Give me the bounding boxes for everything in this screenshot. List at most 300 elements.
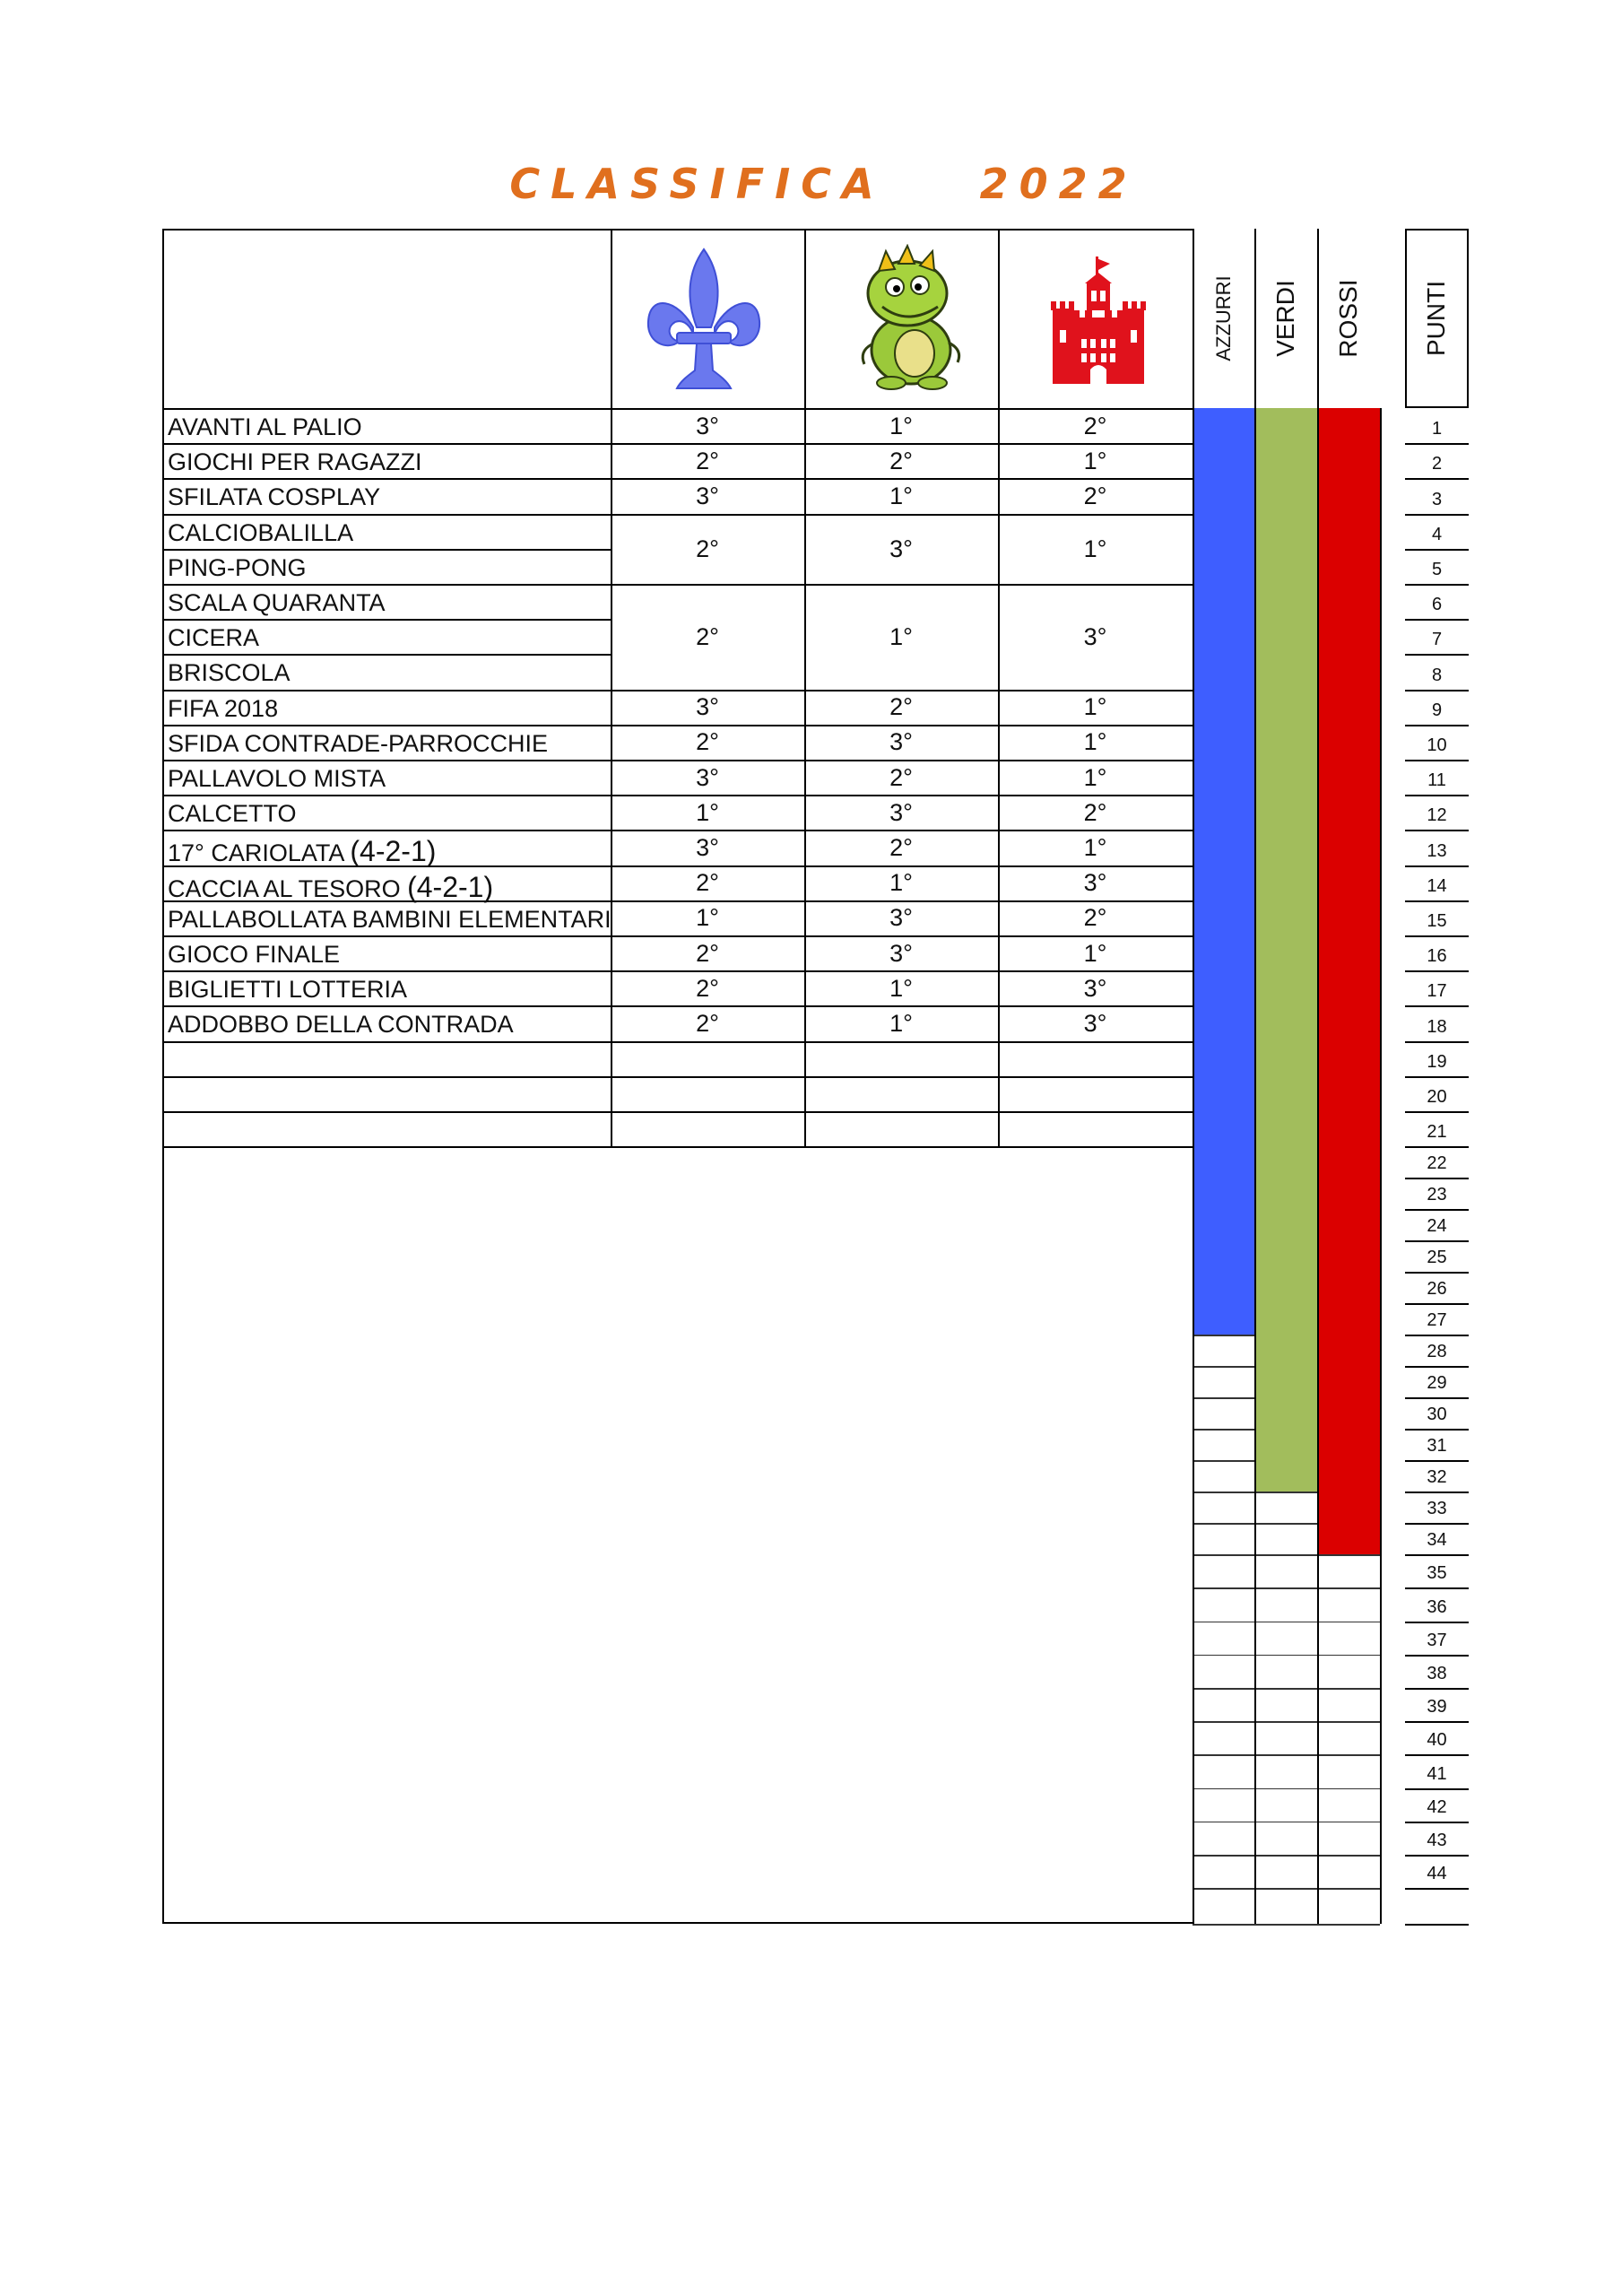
score-grid-line	[1193, 1788, 1380, 1790]
placement-verdi: 3°	[889, 728, 913, 756]
event-name-text: PING-PONG	[168, 553, 307, 581]
event-name	[168, 415, 362, 439]
points-underline	[1405, 1209, 1469, 1211]
row-divider	[162, 725, 611, 726]
points-underline	[1405, 478, 1469, 480]
points-underline	[1405, 443, 1469, 445]
points-number: 8	[1431, 665, 1443, 685]
points-underline	[1405, 1721, 1469, 1723]
placement-azzurri: 3°	[696, 834, 719, 861]
event-name	[168, 767, 386, 791]
points-underline	[1405, 795, 1469, 796]
score-bar-verdi	[1256, 514, 1317, 549]
points-underline	[1405, 1523, 1469, 1525]
score-bar-rossi	[1319, 935, 1380, 970]
placement-rossi: 1°	[1083, 535, 1107, 562]
points-underline	[1405, 1111, 1469, 1113]
row-divider	[611, 584, 1193, 586]
fleur-de-lis-icon	[641, 245, 767, 393]
punti-label: PUNTI	[1422, 281, 1450, 356]
points-underline	[1405, 1240, 1469, 1242]
score-grid-line	[1193, 1855, 1380, 1857]
placement-azzurri: 2°	[696, 728, 719, 756]
points-underline	[1405, 725, 1469, 726]
row-divider	[611, 690, 1193, 691]
placement-verdi: 1°	[889, 1010, 913, 1037]
dragon-icon	[852, 244, 968, 392]
team-label-verdi: VERDI	[1271, 280, 1299, 357]
row-divider	[611, 725, 1193, 726]
score-bar-azzurri	[1194, 408, 1254, 443]
placement-verdi: 1°	[889, 974, 913, 1002]
row-divider	[611, 795, 1193, 796]
points-number: 24	[1427, 1216, 1447, 1237]
score-bar-rossi	[1319, 830, 1380, 865]
points-underline	[1405, 619, 1469, 621]
row-divider	[611, 970, 1193, 972]
column-divider	[611, 229, 612, 1146]
event-name	[168, 802, 297, 826]
event-name-text: CICERA	[168, 624, 260, 652]
score-bar-azzurri	[1194, 1209, 1254, 1240]
placement-rossi: 1°	[1083, 447, 1107, 474]
score-bar-verdi	[1256, 1005, 1317, 1040]
event-name	[168, 626, 259, 650]
points-number: 4	[1431, 524, 1443, 544]
row-divider	[611, 1076, 1193, 1078]
score-bar-verdi	[1256, 1366, 1317, 1397]
points-number: 2	[1431, 454, 1443, 474]
points-number: 19	[1427, 1051, 1447, 1072]
event-name-text: SFILATA COSPLAY	[168, 483, 381, 511]
column-divider	[1380, 408, 1382, 1924]
placement-verdi: 2°	[889, 834, 913, 861]
score-grid-line	[1193, 1587, 1380, 1589]
page-title	[0, 160, 1622, 208]
score-bar-verdi	[1256, 1460, 1317, 1492]
score-bar-rossi	[1319, 760, 1380, 795]
placement-rossi: 2°	[1083, 483, 1107, 509]
score-bar-verdi	[1256, 619, 1317, 654]
header-divider	[162, 408, 1194, 410]
score-bar-verdi	[1256, 408, 1317, 443]
points-underline	[1405, 1554, 1469, 1556]
points-underline	[1405, 865, 1469, 867]
score-bar-azzurri	[1194, 1272, 1254, 1303]
points-number: 7	[1431, 630, 1443, 650]
score-bar-rossi	[1319, 1076, 1380, 1111]
points-underline	[1405, 584, 1469, 586]
placement-azzurri: 3°	[696, 483, 719, 509]
score-bar-verdi	[1256, 1397, 1317, 1429]
team-label-azzurri: AZZURRI	[1211, 275, 1235, 361]
placement-rossi: 2°	[1083, 904, 1107, 932]
points-number: 41	[1427, 1763, 1447, 1784]
points-number: 39	[1427, 1697, 1447, 1718]
score-bar-azzurri	[1194, 1076, 1254, 1111]
placement-verdi: 3°	[889, 939, 913, 967]
score-grid-line	[1193, 1822, 1380, 1823]
score-grid-line	[1193, 1655, 1380, 1657]
score-bar-rossi	[1319, 1366, 1380, 1397]
score-bar-rossi	[1319, 549, 1380, 584]
score-bar-verdi	[1256, 1303, 1317, 1335]
score-bar-verdi	[1256, 1429, 1317, 1460]
placement-verdi: 3°	[889, 535, 913, 562]
score-bar-rossi	[1319, 408, 1380, 443]
score-bar-rossi	[1319, 1005, 1380, 1040]
points-number: 34	[1427, 1530, 1447, 1551]
score-bar-azzurri	[1194, 1178, 1254, 1209]
points-number: 42	[1427, 1796, 1447, 1817]
event-name	[168, 943, 340, 967]
points-underline	[1405, 549, 1469, 551]
points-number: 12	[1427, 805, 1447, 826]
row-divider	[162, 1005, 611, 1007]
score-bar-verdi	[1256, 1272, 1317, 1303]
title-year: 2022	[979, 160, 1138, 208]
score-bar-rossi	[1319, 1460, 1380, 1492]
score-bar-verdi	[1256, 1335, 1317, 1366]
score-bar-verdi	[1256, 1076, 1317, 1111]
row-divider	[162, 1041, 611, 1043]
score-bar-rossi	[1319, 478, 1380, 513]
score-bar-azzurri	[1194, 1111, 1254, 1146]
row-divider	[611, 514, 1193, 516]
points-number: 13	[1427, 840, 1447, 861]
score-bar-azzurri	[1194, 900, 1254, 935]
event-name	[168, 485, 380, 509]
row-divider	[162, 970, 611, 972]
placement-azzurri: 2°	[696, 622, 719, 650]
row-divider	[611, 443, 1193, 445]
points-underline	[1405, 1178, 1469, 1179]
score-bar-azzurri	[1194, 478, 1254, 513]
placement-rossi: 1°	[1083, 693, 1107, 721]
score-bar-rossi	[1319, 970, 1380, 1005]
score-bar-azzurri	[1194, 1146, 1254, 1178]
points-underline	[1405, 1303, 1469, 1305]
points-number: 18	[1427, 1016, 1447, 1037]
points-underline	[1405, 1822, 1469, 1823]
row-divider	[611, 935, 1193, 937]
placement-azzurri: 2°	[696, 535, 719, 562]
points-number: 27	[1427, 1310, 1447, 1331]
placement-azzurri: 1°	[696, 798, 719, 826]
score-bar-rossi	[1319, 725, 1380, 760]
points-number: 37	[1427, 1630, 1447, 1650]
event-name-text: GIOCO FINALE	[168, 941, 341, 968]
score-bar-azzurri	[1194, 725, 1254, 760]
event-name	[168, 694, 279, 722]
points-number: 22	[1427, 1153, 1447, 1174]
placement-rossi: 3°	[1083, 1010, 1107, 1037]
points-underline	[1405, 1888, 1469, 1890]
points-underline	[1405, 1429, 1469, 1431]
score-bar-rossi	[1319, 1303, 1380, 1335]
points-underline	[1405, 514, 1469, 516]
score-bar-azzurri	[1194, 1005, 1254, 1040]
castle-icon	[1049, 253, 1148, 387]
points-number: 26	[1427, 1279, 1447, 1300]
score-bar-verdi	[1256, 443, 1317, 478]
row-divider	[162, 478, 611, 480]
event-name	[168, 729, 549, 757]
row-divider	[611, 1111, 1193, 1113]
points-number: 16	[1427, 946, 1447, 967]
points-number: 20	[1427, 1087, 1447, 1107]
placement-verdi: 1°	[889, 869, 913, 897]
score-grid-line	[1193, 1622, 1380, 1623]
row-divider	[611, 478, 1193, 480]
points-number: 21	[1427, 1122, 1447, 1143]
placement-rossi: 1°	[1083, 834, 1107, 861]
placement-rossi: 1°	[1083, 939, 1107, 967]
score-bar-azzurri	[1194, 865, 1254, 900]
points-number: 32	[1427, 1467, 1447, 1488]
score-bar-rossi	[1319, 1523, 1380, 1554]
score-bar-azzurri	[1194, 760, 1254, 795]
column-divider	[1317, 408, 1319, 1924]
points-number: 3	[1431, 489, 1443, 509]
score-bar-azzurri	[1194, 1041, 1254, 1076]
event-name-text: 17° CARIOLATA	[168, 839, 351, 867]
points-number: 14	[1427, 875, 1447, 896]
points-number: 31	[1427, 1436, 1447, 1457]
event-name-text: BRISCOLA	[168, 659, 291, 687]
score-bar-azzurri	[1194, 830, 1254, 865]
placement-rossi: 1°	[1083, 763, 1107, 791]
points-underline	[1405, 1754, 1469, 1756]
event-name-text: PALLABOLLATA BAMBINI ELEMENTARI	[168, 905, 612, 933]
score-bar-rossi	[1319, 865, 1380, 900]
row-divider	[162, 830, 611, 831]
points-number: 43	[1427, 1831, 1447, 1850]
placement-rossi: 3°	[1083, 622, 1107, 650]
points-underline	[1405, 1076, 1469, 1078]
score-bar-verdi	[1256, 1178, 1317, 1209]
score-bar-rossi	[1319, 1146, 1380, 1178]
points-underline	[1405, 1366, 1469, 1368]
score-bar-rossi	[1319, 1111, 1380, 1146]
points-underline	[1405, 1655, 1469, 1657]
row-divider	[162, 619, 611, 621]
points-underline	[1405, 1855, 1469, 1857]
event-name-text: GIOCHI PER RAGAZZI	[168, 448, 422, 476]
score-bar-azzurri	[1194, 1240, 1254, 1272]
points-underline	[1405, 690, 1469, 691]
score-bar-azzurri	[1194, 443, 1254, 478]
score-bar-rossi	[1319, 900, 1380, 935]
event-name	[168, 978, 407, 1002]
points-number: 15	[1427, 911, 1447, 931]
points-number: 38	[1427, 1664, 1447, 1683]
row-divider	[611, 1041, 1193, 1043]
score-bar-rossi	[1319, 690, 1380, 725]
placement-rossi: 2°	[1083, 412, 1107, 439]
points-underline	[1405, 1492, 1469, 1493]
points-number: 36	[1427, 1596, 1447, 1617]
row-divider	[162, 654, 611, 656]
score-bar-rossi	[1319, 1178, 1380, 1209]
event-name-text: CALCETTO	[168, 800, 297, 828]
event-name-text: FIFA 2018	[168, 694, 279, 722]
row-divider	[162, 549, 611, 551]
points-underline	[1405, 1924, 1469, 1926]
score-grid-line	[1193, 1888, 1380, 1890]
score-bar-rossi	[1319, 1335, 1380, 1366]
score-bar-verdi	[1256, 760, 1317, 795]
column-divider	[804, 229, 806, 1146]
placement-azzurri: 2°	[696, 447, 719, 474]
score-bar-azzurri	[1194, 584, 1254, 619]
placement-rossi: 1°	[1083, 728, 1107, 756]
score-bar-verdi	[1256, 1240, 1317, 1272]
points-number: 40	[1427, 1730, 1447, 1751]
score-bar-azzurri	[1194, 514, 1254, 549]
score-bar-verdi	[1256, 654, 1317, 689]
points-underline	[1405, 1587, 1469, 1589]
score-bar-verdi	[1256, 1146, 1317, 1178]
score-grid-line	[1193, 1721, 1380, 1723]
score-bar-verdi	[1256, 830, 1317, 865]
points-number: 10	[1427, 735, 1447, 755]
points-underline	[1405, 1397, 1469, 1399]
score-bar-rossi	[1319, 1041, 1380, 1076]
row-divider	[162, 584, 611, 586]
event-name	[168, 591, 386, 615]
row-divider	[162, 1076, 611, 1078]
placement-rossi: 2°	[1083, 798, 1107, 826]
score-bar-azzurri	[1194, 619, 1254, 654]
points-underline	[1405, 1622, 1469, 1623]
row-divider	[611, 1005, 1193, 1007]
placement-azzurri: 3°	[696, 693, 719, 721]
points-number: 28	[1427, 1342, 1447, 1362]
score-bar-verdi	[1256, 690, 1317, 725]
placement-rossi: 3°	[1083, 869, 1107, 897]
score-bar-verdi	[1256, 1111, 1317, 1146]
points-number: 30	[1427, 1405, 1447, 1425]
score-bar-azzurri	[1194, 549, 1254, 584]
row-divider	[611, 830, 1193, 831]
score-bar-azzurri	[1194, 795, 1254, 830]
points-number: 33	[1427, 1499, 1447, 1519]
points-number: 35	[1427, 1563, 1447, 1584]
event-name-text: SCALA QUARANTA	[168, 589, 386, 616]
placement-verdi: 3°	[889, 904, 913, 932]
event-name-text: SFIDA CONTRADE-PARROCCHIE	[168, 729, 549, 757]
score-bar-rossi	[1319, 1209, 1380, 1240]
score-bar-rossi	[1319, 795, 1380, 830]
points-underline	[1405, 1146, 1469, 1148]
score-bar-rossi	[1319, 1397, 1380, 1429]
score-grid-line	[1193, 1924, 1380, 1926]
placement-rossi: 3°	[1083, 974, 1107, 1002]
score-bar-verdi	[1256, 865, 1317, 900]
score-bar-verdi	[1256, 478, 1317, 513]
event-name	[168, 870, 494, 903]
row-divider	[611, 1146, 1193, 1148]
score-bar-rossi	[1319, 619, 1380, 654]
row-divider	[162, 514, 611, 516]
event-name	[168, 518, 354, 546]
placement-azzurri: 3°	[696, 763, 719, 791]
score-grid-line	[1193, 1688, 1380, 1690]
points-underline	[1405, 760, 1469, 761]
placement-verdi: 2°	[889, 763, 913, 791]
score-bar-verdi	[1256, 549, 1317, 584]
event-scoring-note: (4-2-1)	[350, 835, 437, 868]
row-divider	[611, 865, 1193, 867]
points-underline	[1405, 1335, 1469, 1336]
event-name-text: ADDOBBO DELLA CONTRADA	[168, 1011, 514, 1039]
score-bar-verdi	[1256, 1041, 1317, 1076]
placement-azzurri: 3°	[696, 412, 719, 439]
score-bar-verdi	[1256, 725, 1317, 760]
row-divider	[162, 443, 611, 445]
placement-azzurri: 2°	[696, 939, 719, 967]
team-label-rossi: ROSSI	[1334, 279, 1362, 358]
score-bar-azzurri	[1194, 690, 1254, 725]
placement-verdi: 1°	[889, 412, 913, 439]
score-bar-verdi	[1256, 584, 1317, 619]
score-bar-azzurri	[1194, 970, 1254, 1005]
placement-azzurri: 2°	[696, 1010, 719, 1037]
placement-azzurri: 1°	[696, 904, 719, 932]
placement-verdi: 1°	[889, 483, 913, 509]
row-divider	[162, 935, 611, 937]
column-divider	[998, 229, 1000, 1146]
score-bar-rossi	[1319, 1492, 1380, 1523]
row-divider	[611, 760, 1193, 761]
score-grid-line	[1193, 1554, 1380, 1556]
row-divider	[162, 1146, 611, 1148]
points-number: 44	[1427, 1864, 1447, 1884]
placement-azzurri: 2°	[696, 974, 719, 1002]
column-divider	[1193, 408, 1194, 1924]
points-underline	[1405, 1005, 1469, 1007]
score-bar-rossi	[1319, 1272, 1380, 1303]
row-divider	[162, 795, 611, 796]
event-name-text: AVANTI AL PALIO	[168, 413, 362, 440]
row-divider	[162, 690, 611, 691]
points-number: 25	[1427, 1248, 1447, 1268]
placement-azzurri: 2°	[696, 869, 719, 897]
points-number: 17	[1427, 981, 1447, 1002]
event-name	[168, 553, 307, 581]
event-name	[168, 450, 422, 474]
score-bar-verdi	[1256, 1209, 1317, 1240]
score-bar-verdi	[1256, 900, 1317, 935]
score-grid-line	[1193, 1754, 1380, 1756]
event-name	[168, 661, 291, 685]
row-divider	[162, 760, 611, 761]
score-bar-verdi	[1256, 970, 1317, 1005]
title-word: CLASSIFICA	[509, 160, 885, 208]
points-underline	[1405, 1041, 1469, 1043]
placement-verdi: 2°	[889, 447, 913, 474]
row-divider	[611, 900, 1193, 902]
points-underline	[1405, 1460, 1469, 1462]
score-bar-verdi	[1256, 795, 1317, 830]
points-number: 11	[1427, 770, 1446, 791]
points-underline	[1405, 1688, 1469, 1690]
score-bar-rossi	[1319, 1240, 1380, 1272]
column-divider	[1254, 408, 1256, 1924]
event-scoring-note: (4-2-1)	[407, 870, 494, 903]
points-underline	[1405, 654, 1469, 656]
